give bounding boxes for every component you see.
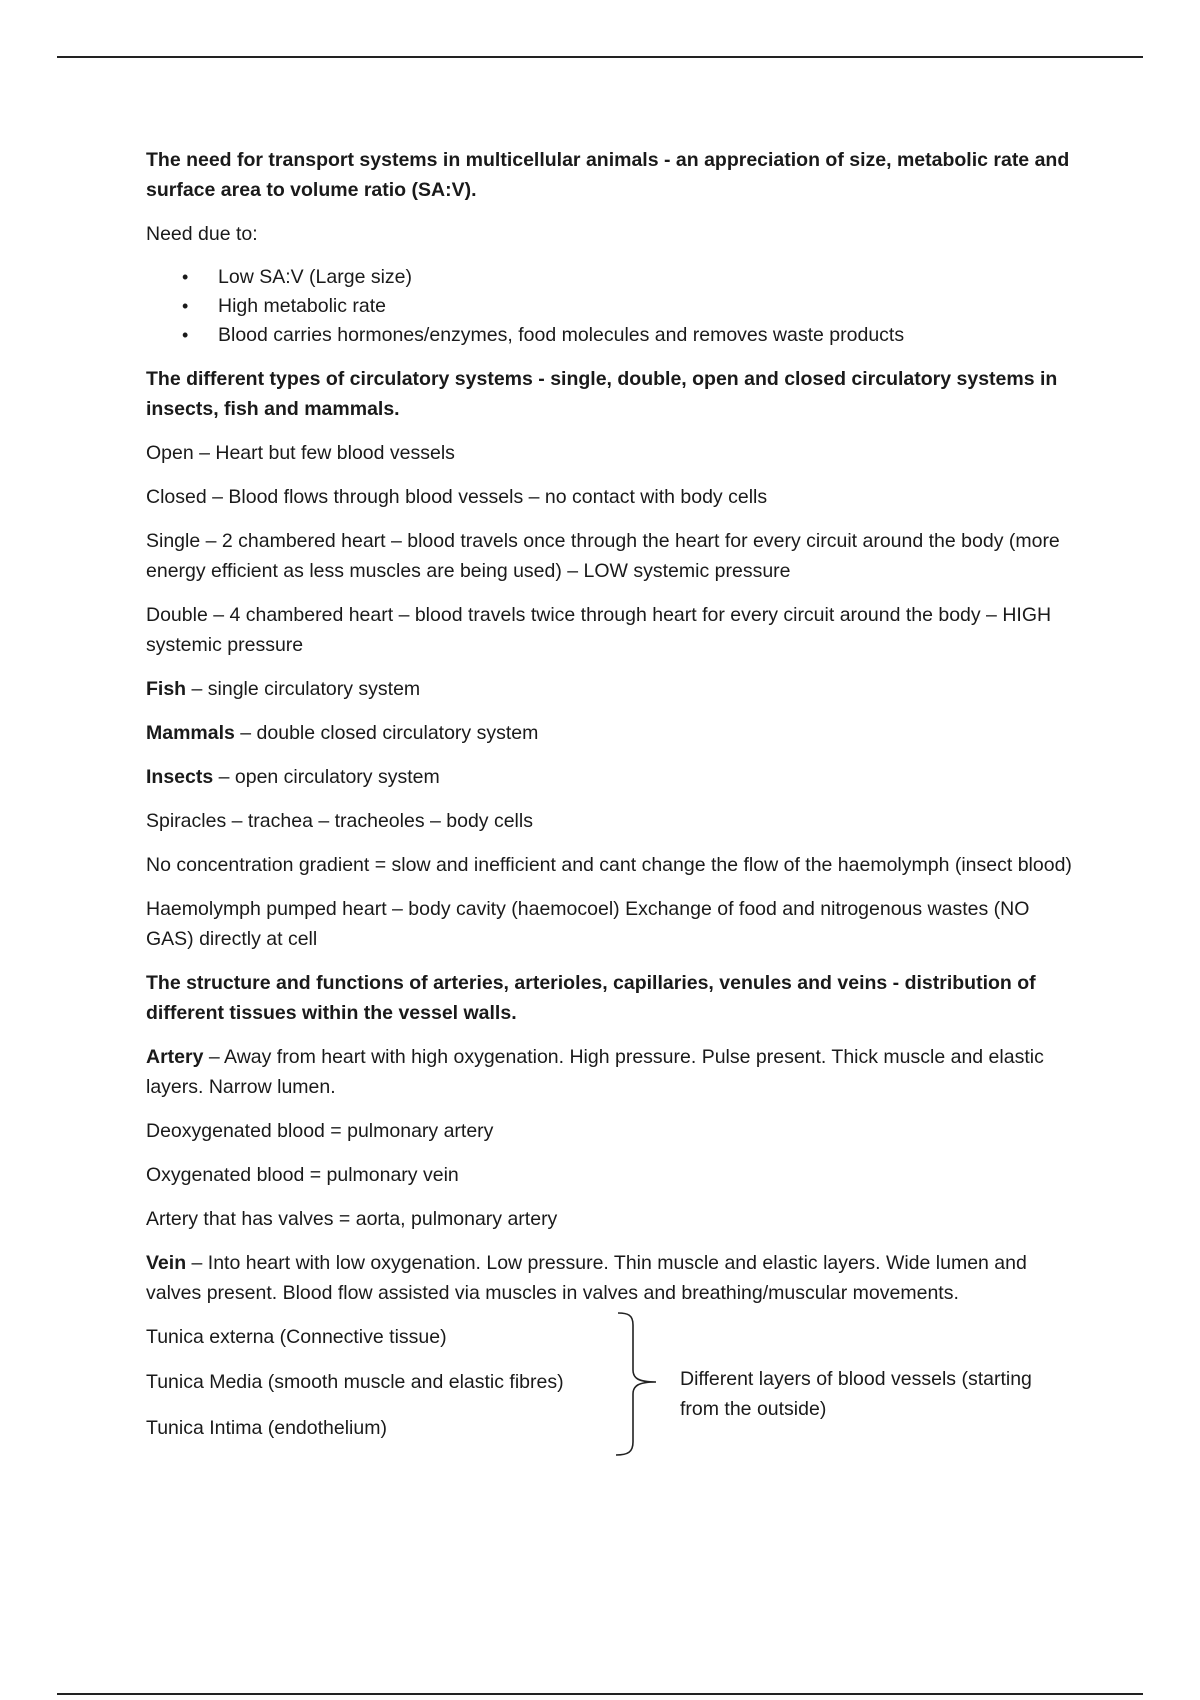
list-item: • High metabolic rate bbox=[146, 292, 1076, 321]
artery-valves-text: Artery that has valves = aorta, pulmonary artery bbox=[146, 1208, 558, 1230]
fish-term: Fish bbox=[146, 678, 187, 700]
bullet-icon: • bbox=[182, 296, 189, 316]
fish-text: Fish – single circulatory system bbox=[146, 678, 421, 700]
gradient-text: No concentration gradient = slow and inefficient and cant change the flow of the haemolymph (insect blood) bbox=[146, 854, 1072, 876]
layer-tunica-externa: Tunica externa (Connective tissue) bbox=[146, 1326, 447, 1348]
haemolymph-text: Haemolymph pumped heart – body cavity (haemocoel) Exchange of food and nitrogenous wastes (NO GAS) directly at cell bbox=[146, 898, 1030, 950]
artery-text: Artery – Away from heart with high oxygenation. High pressure. Pulse present. Thick muscle and elastic layers. Narrow lumen. bbox=[146, 1046, 1044, 1098]
layer-tunica-media: Tunica Media (smooth muscle and elastic fibres) bbox=[146, 1371, 564, 1393]
right-brace-icon bbox=[608, 1310, 668, 1460]
document-body bbox=[146, 145, 1076, 1452]
spiracles-text: Spiracles – trachea – tracheoles – body cells bbox=[146, 810, 533, 832]
oxygenated-text: Oxygenated blood = pulmonary vein bbox=[146, 1164, 459, 1186]
layers-note: Different layers of blood vessels (starting from the outside) bbox=[680, 1368, 1032, 1420]
need-intro: Need due to: bbox=[146, 223, 258, 245]
list-item: • Low SA:V (Large size) bbox=[146, 263, 1076, 292]
artery-term: Artery bbox=[146, 1046, 204, 1068]
page-bottom-rule bbox=[57, 1693, 1143, 1695]
mammals-text: Mammals – double closed circulatory system bbox=[146, 722, 539, 744]
list-item: • Blood carries hormones/enzymes, food molecules and removes waste products bbox=[146, 321, 1076, 350]
vein-term: Vein bbox=[146, 1252, 187, 1274]
double-system-text: Double – 4 chambered heart – blood travels twice through heart for every circuit around the body – HIGH systemic pressure bbox=[146, 604, 1052, 656]
insects-text: Insects – open circulatory system bbox=[146, 766, 440, 788]
closed-system-text: Closed – Blood flows through blood vessels – no contact with body cells bbox=[146, 486, 768, 508]
section-heading-vessels: The structure and functions of arteries, arterioles, capillaries, venules and veins - distribution of different tissues within the vessel walls. bbox=[146, 972, 1036, 1024]
bullet-icon: • bbox=[182, 267, 189, 287]
need-reasons-list bbox=[146, 263, 1076, 350]
layer-tunica-intima: Tunica Intima (endothelium) bbox=[146, 1417, 387, 1439]
page-top-rule bbox=[57, 56, 1143, 58]
deoxygenated-text: Deoxygenated blood = pulmonary artery bbox=[146, 1120, 494, 1142]
bullet-icon: • bbox=[182, 325, 189, 345]
section-heading-transport-need: The need for transport systems in multicellular animals - an appreciation of size, metabolic rate and surface area to volume ratio (SA:V). bbox=[146, 149, 1070, 201]
insects-term: Insects bbox=[146, 766, 214, 788]
vessel-layers-group bbox=[146, 1322, 1076, 1452]
single-system-text: Single – 2 chambered heart – blood travels once through the heart for every circuit around the body (more energy efficient as less muscles are being used) – LOW systemic pressure bbox=[146, 530, 1060, 582]
section-heading-circulatory-types: The different types of circulatory systems - single, double, open and closed circulatory systems in insects, fish and mammals. bbox=[146, 368, 1058, 420]
open-system-text: Open – Heart but few blood vessels bbox=[146, 442, 455, 464]
mammals-term: Mammals bbox=[146, 722, 235, 744]
vein-text: Vein – Into heart with low oxygenation. Low pressure. Thin muscle and elastic layers. Wide lumen and valves present. Blood flow assisted via muscles in valves and breathing/muscular movements. bbox=[146, 1252, 1027, 1304]
